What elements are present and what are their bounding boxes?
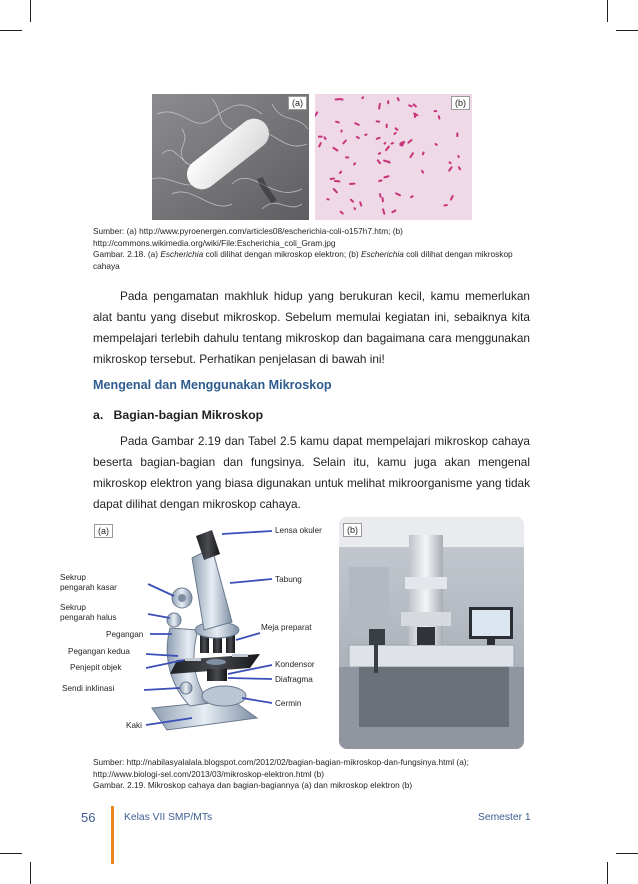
- bacterium: [364, 133, 368, 136]
- bacterium: [421, 151, 424, 155]
- crop-mark: [0, 853, 22, 854]
- label-sekrup-kasar: Sekrup pengarah kasar: [60, 573, 117, 592]
- bacterium: [412, 103, 417, 108]
- figure-label-b: (b): [451, 96, 470, 110]
- crop-mark: [0, 30, 22, 31]
- bacterium: [391, 209, 397, 214]
- label-penjepit-objek: Penjepit objek: [70, 663, 122, 672]
- bacterium: [408, 104, 413, 107]
- bacterium: [318, 136, 323, 138]
- bacterium: [330, 177, 336, 180]
- electron-microscope-photo: [339, 517, 524, 749]
- bacterium: [332, 188, 338, 194]
- label-pegangan-kedua: Pegangan kedua: [68, 647, 130, 656]
- label-kondensor: Kondensor: [275, 660, 315, 669]
- figure-caption: Gambar. 2.18. (a) Escherichia coli dilihat dengan mikroskop elektron; (b) Escherichia coli dilihat dengan mikroskop cahaya: [93, 249, 513, 271]
- bacterium: [434, 110, 438, 112]
- bacterium: [458, 166, 462, 171]
- bacterium: [353, 207, 356, 211]
- bacterium: [393, 131, 397, 135]
- bacterium: [448, 161, 452, 164]
- bacterium: [395, 192, 402, 197]
- bacterium: [339, 210, 344, 215]
- bacterium: [438, 115, 441, 120]
- semester-label: Semester 1: [478, 812, 531, 823]
- label-diafragma: Diafragma: [275, 675, 313, 684]
- figure-label-b: (b): [343, 523, 362, 537]
- bacterium: [323, 136, 327, 140]
- crop-mark: [616, 853, 638, 854]
- bacterium: [354, 122, 360, 126]
- figure-label-a: (a): [94, 524, 113, 538]
- label-lensa-okuler: Lensa okuler: [275, 526, 322, 535]
- label-meja-preparat: Meja preparat: [261, 623, 312, 632]
- figure-source: Sumber: http://nabilasyalalala.blogspot.com/2012/02/bagian-bagian-mikroskop-dan-fungsinya.html (a); http://www.biologi-sel.com/2013/03/mikroskop-elektron.html (b): [93, 757, 469, 779]
- figure-2-18-caption: [93, 226, 533, 272]
- bacterium: [375, 137, 381, 140]
- bacterium: [315, 111, 319, 117]
- page-number: 56: [81, 810, 96, 825]
- bacterium: [387, 100, 389, 104]
- bacterium: [355, 136, 360, 140]
- label-pegangan: Pegangan: [106, 630, 144, 639]
- bacterium: [342, 139, 347, 145]
- bacterium: [410, 195, 414, 199]
- paragraph-microscope: Pada Gambar 2.19 dan Tabel 2.5 kamu dapat mempelajari mikroskop cahaya beserta bagian-bagian dan fungsinya. Selain itu, kamu juga akan mengenal mikroskop elektron yang biasa digunakan untuk melihat mikroorganisme yang tidak dapat dilihat dengan mikroskop cahaya.: [93, 434, 530, 511]
- bacterium: [407, 139, 413, 144]
- bacterium: [409, 152, 414, 159]
- bacterium: [376, 120, 381, 122]
- label-tabung: Tabung: [275, 575, 302, 584]
- bacterium: [421, 169, 425, 174]
- bacterium: [378, 103, 381, 110]
- bacterium: [326, 198, 330, 201]
- ecoli-electron-photo: [152, 94, 309, 220]
- crop-mark: [30, 0, 31, 22]
- bacterium: [434, 143, 438, 147]
- bacterium: [386, 124, 388, 129]
- bacterium: [396, 97, 400, 102]
- bacterium: [456, 132, 458, 137]
- light-microscope-diagram: [60, 518, 332, 748]
- bacterium: [335, 120, 340, 123]
- crop-mark: [607, 862, 608, 884]
- label-kaki: Kaki: [126, 721, 142, 730]
- footer-bar: [111, 806, 114, 864]
- figure-source: Sumber: (a) http://www.pyroenergen.com/articles08/escherichia-coli-o157h7.htm; (b) http://commons.wikimedia.org/wiki/File:Escherichia_coli_Gram.jpg: [93, 226, 403, 248]
- crop-mark: [616, 30, 638, 31]
- bacterium: [345, 156, 349, 158]
- crop-mark: [607, 0, 608, 22]
- book-title: Kelas VII SMP/MTs: [124, 812, 213, 823]
- bacterium: [340, 129, 343, 133]
- bacterium: [450, 195, 454, 201]
- bacterium: [318, 142, 322, 148]
- bacterium: [443, 204, 448, 207]
- bacterium: [334, 180, 341, 183]
- figure-label-a: (a): [288, 96, 307, 110]
- bacterium: [383, 175, 389, 179]
- crop-mark: [30, 862, 31, 884]
- bacterium: [349, 182, 356, 185]
- bacterium: [349, 198, 354, 203]
- label-sekrup-halus: Sekrup pengarah halus: [60, 603, 117, 622]
- label-cermin: Cermin: [275, 699, 302, 708]
- bacterium: [379, 193, 382, 198]
- bacterium: [376, 159, 381, 165]
- bacterium: [394, 127, 399, 131]
- bacterium: [381, 197, 384, 203]
- bacterium: [361, 96, 365, 100]
- paragraph-intro: Pada pengamatan makhluk hidup yang berukuran kecil, kamu memerlukan alat bantu yang disebut mikroskop. Sebelum memulai kegiatan ini, sebaiknya kita mempelajari terlebih dahulu tentang mikroskop dan bagaimana cara menggunakan mikroskop tersebut. Perhatikan penjelasan di bawah ini!: [93, 289, 530, 366]
- bacterium: [378, 152, 382, 155]
- bacterium: [338, 170, 342, 174]
- figure-caption: Gambar. 2.19. Mikroskop cahaya dan bagian-bagiannya (a) dan mikroskop elektron (b): [93, 780, 413, 790]
- bacterium: [448, 166, 453, 172]
- bacterium: [378, 179, 383, 182]
- bacterium: [390, 142, 394, 145]
- bacterium: [399, 144, 402, 146]
- bacterium: [340, 98, 343, 100]
- subsection-heading: a. Bagian-bagian Mikroskop: [93, 408, 264, 422]
- bacterium: [457, 155, 460, 159]
- bacterium: [332, 146, 339, 151]
- bacterium: [383, 159, 390, 163]
- bacterium: [385, 145, 391, 151]
- ecoli-light-photo: [315, 94, 472, 220]
- bacterium: [382, 208, 386, 215]
- bacterium: [383, 141, 387, 145]
- section-heading: Mengenal dan Menggunakan Mikroskop: [93, 378, 332, 392]
- figure-2-19-caption: [93, 757, 533, 792]
- bacterium: [353, 162, 357, 166]
- bacterium: [359, 201, 363, 207]
- label-sendi-inklinasi: Sendi inklinasi: [62, 684, 115, 693]
